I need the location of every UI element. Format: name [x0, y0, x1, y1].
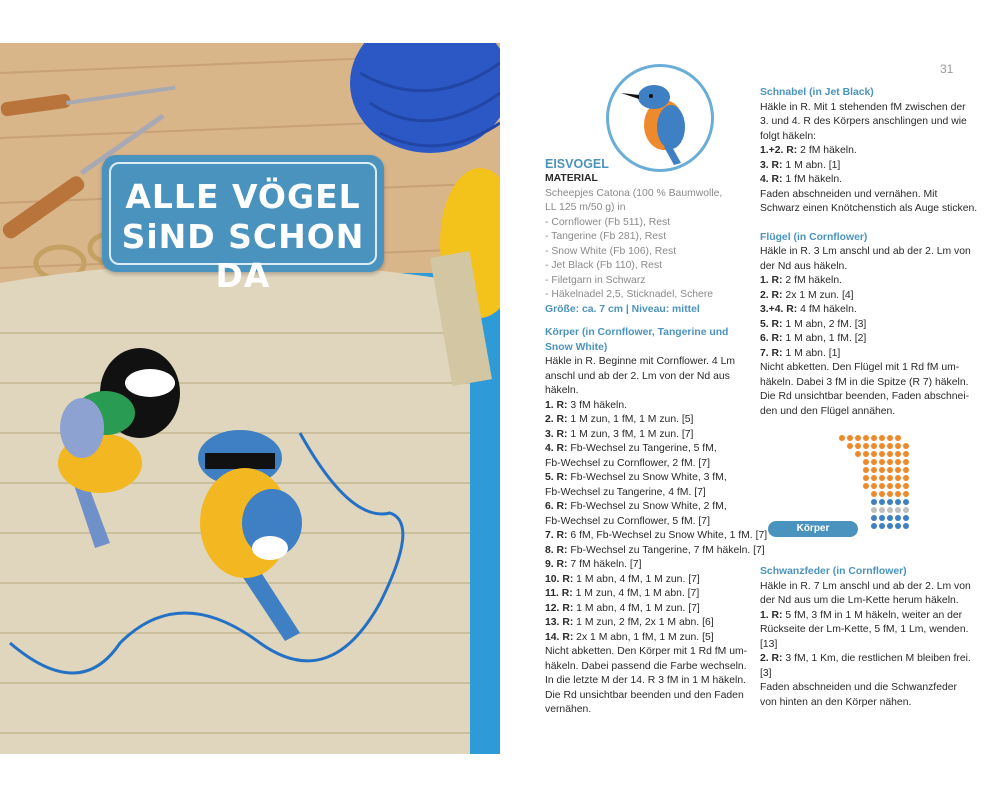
- instruction-line: 8. R: Fb-Wechsel zu Tangerine, 7 fM häkeln. [7]: [545, 544, 765, 556]
- fluegel-instructions: [760, 245, 970, 419]
- stitch-dot: [871, 515, 877, 521]
- stitch-dot: [863, 451, 869, 457]
- instruction-line: 4. R: 1 fM häkeln.: [760, 174, 843, 185]
- row-number: 1.+2. R:: [760, 145, 798, 156]
- row-number: 7. R:: [545, 530, 568, 541]
- schnabel-title-color: (in Jet Black): [809, 87, 874, 98]
- photo-illustration: [0, 43, 500, 754]
- row-number: 2. R:: [760, 289, 783, 301]
- instruction-line: Die Rd unsichtbar beenden und den Faden: [545, 689, 744, 701]
- instruction-line: In die letzte M der 14. R 3 fM in 1 M häkeln.: [545, 675, 746, 686]
- material-item: - Cornflower (Fb 511), Rest: [545, 216, 671, 228]
- instruction-line: vernähen.: [545, 704, 592, 715]
- instruction-line: Nicht abketten. Den Körper mit 1 Rd fM um-: [545, 646, 748, 657]
- page-number: 31: [940, 62, 954, 76]
- koerper-title-color-2: Snow White): [545, 341, 608, 353]
- schwanz-title-color: (in Cornflower): [832, 566, 907, 577]
- instruction-line: 4. R: Fb-Wechsel zu Tangerine, 5 fM,: [545, 443, 717, 454]
- row-number: 6. R:: [545, 501, 568, 512]
- stitch-dot: [887, 435, 893, 441]
- row-number: 2. R:: [545, 414, 568, 425]
- stitch-dot: [879, 483, 885, 489]
- stitch-dot: [871, 523, 877, 529]
- stitch-dot: [879, 435, 885, 441]
- size-level: Größe: ca. 7 cm | Niveau: mittel: [545, 303, 700, 315]
- column-right: [760, 86, 978, 710]
- stitch-dot: [871, 483, 877, 489]
- instruction-line: folgt häkeln:: [760, 130, 817, 142]
- instruction-line: häkeln. Dabei passend die Farbe wechseln.: [545, 660, 747, 672]
- row-number: 3. R:: [760, 159, 783, 171]
- instruction-line: Die Rd unsichtbar beenden, Faden abschnei-: [760, 391, 970, 402]
- section-koerper: [545, 326, 768, 718]
- stitch-dot: [879, 507, 885, 513]
- stitch-dot: [895, 523, 901, 529]
- instruction-line: häkeln.: [545, 385, 579, 396]
- row-number: 2. R:: [760, 653, 783, 664]
- koerper-title: [545, 326, 750, 341]
- instruction-line: 2. R: 2x 1 M zun. [4]: [760, 289, 854, 301]
- instruction-line: 1.+2. R: 2 fM häkeln.: [760, 145, 857, 156]
- material-list: [545, 216, 750, 303]
- stitch-dot: [863, 435, 869, 441]
- stitch-dot: [903, 443, 909, 449]
- fluegel-title-name: Flügel: [760, 231, 791, 243]
- stitch-dot: [895, 435, 901, 441]
- stitch-dot: [903, 523, 909, 529]
- section-schwanz: [760, 565, 970, 710]
- stitch-dot: [887, 443, 893, 449]
- koerper-title-name: Körper: [545, 327, 580, 338]
- row-number: 12. R:: [545, 602, 574, 614]
- instruction-line: 9. R: 7 fM häkeln. [7]: [545, 559, 642, 570]
- instruction-line: 7. R: 1 M abn. [1]: [760, 347, 841, 359]
- material-intro-2: LL 125 m/50 g) in: [545, 202, 626, 213]
- stitch-dot: [887, 491, 893, 497]
- stitch-dot: [871, 459, 877, 465]
- stitch-dot: [879, 467, 885, 473]
- material-intro-1: Scheepjes Catona (100 % Baumwolle,: [545, 187, 723, 199]
- section-schnabel: [760, 86, 978, 217]
- stitch-dot: [887, 451, 893, 457]
- stitch-dot: [903, 475, 909, 481]
- instruction-line: Faden abschneiden und die Schwanzfeder: [760, 682, 957, 693]
- diagram-label: Körper: [768, 521, 858, 537]
- stitch-dot: [871, 507, 877, 513]
- instruction-line: Rückseite der Lm-Kette, 5 fM, 1 Lm, wenden.: [760, 624, 969, 635]
- instruction-line: 6. R: Fb-Wechsel zu Snow White, 2 fM,: [545, 501, 727, 512]
- material-item: - Jet Black (Fb 110), Rest: [545, 260, 663, 271]
- stitch-dot: [871, 491, 877, 497]
- instruction-line: Fb-Wechsel zu Cornflower, 2 fM. [7]: [545, 457, 710, 469]
- stitch-dot: [895, 475, 901, 481]
- row-number: 9. R:: [545, 559, 568, 570]
- row-number: 8. R:: [545, 544, 568, 556]
- row-number: 6. R:: [760, 333, 783, 344]
- row-number: 3. R:: [545, 428, 568, 440]
- material-item: - Tangerine (Fb 281), Rest: [545, 231, 667, 242]
- title-line-2: SiND SCHON DA: [121, 217, 365, 295]
- stitch-dot: [895, 467, 901, 473]
- stitch-dot: [879, 523, 885, 529]
- instruction-line: Schwarz einen Knötchenstich als Auge sticken.: [760, 203, 978, 214]
- material-label: MATERIAL: [545, 173, 598, 184]
- stitch-dot: [903, 467, 909, 473]
- instruction-line: 3. R: 1 M zun, 3 fM, 1 M zun. [7]: [545, 428, 694, 440]
- instruction-line: 5. R: 1 M abn, 2 fM. [3]: [760, 318, 867, 330]
- stitch-dot: [855, 443, 861, 449]
- stitch-dot: [895, 443, 901, 449]
- instruction-line: 13. R: 1 M zun, 2 fM, 2x 1 M abn. [6]: [545, 617, 714, 628]
- stitch-dot: [879, 459, 885, 465]
- instruction-line: 11. R: 1 M zun, 4 fM, 1 M abn. [7]: [545, 588, 700, 599]
- stitch-dot: [863, 483, 869, 489]
- instruction-line: Fb-Wechsel zu Tangerine, 4 fM. [7]: [545, 486, 706, 498]
- stitch-dot: [895, 451, 901, 457]
- instruction-line: Häkle in R. Beginne mit Cornflower. 4 Lm: [545, 356, 735, 367]
- stitch-dot: [903, 483, 909, 489]
- stitch-dot: [879, 475, 885, 481]
- row-number: 1. R:: [760, 275, 783, 286]
- instruction-line: [3]: [760, 667, 772, 679]
- kingfisher-icon: [609, 67, 711, 169]
- koerper-title-color: (in Cornflower, Tangerine und: [581, 327, 729, 338]
- koerper-instructions: [545, 355, 768, 718]
- stitch-dot: [887, 475, 893, 481]
- instruction-line: 7. R: 6 fM, Fb-Wechsel zu Snow White, 1 fM. [7]: [545, 530, 768, 541]
- instruction-line: Häkle in R. 3 Lm anschl und ab der 2. Lm von: [760, 246, 971, 257]
- stitch-dot: [887, 499, 893, 505]
- craft-photo: [0, 43, 500, 754]
- title-line-1: ALLE VÖGEL: [125, 177, 361, 216]
- stitch-dot: [887, 459, 893, 465]
- fluegel-title: [760, 231, 970, 246]
- row-number: 5. R:: [760, 318, 783, 330]
- instruction-line: häkeln. Dabei 3 fM in die Spitze (R 7) häkeln.: [760, 376, 969, 388]
- instruction-line: 12. R: 1 M abn, 4 fM, 1 M zun. [7]: [545, 602, 700, 614]
- schwanz-instructions: [760, 580, 970, 711]
- instruction-line: 6. R: 1 M abn, 1 fM. [2]: [760, 333, 867, 344]
- stitch-dot: [855, 435, 861, 441]
- instruction-line: 14. R: 2x 1 M abn, 1 fM, 1 M zun. [5]: [545, 631, 714, 643]
- stitch-dot: [879, 499, 885, 505]
- row-number: 13. R:: [545, 617, 574, 628]
- schnabel-instructions: [760, 101, 978, 217]
- material-item: - Snow White (Fb 106), Rest: [545, 245, 677, 257]
- schwanz-title: [760, 565, 970, 580]
- stitch-dot: [855, 451, 861, 457]
- instruction-line: 2. R: 3 fM, 1 Km, die restlichen M bleiben frei.: [760, 653, 971, 664]
- stitch-dot: [871, 451, 877, 457]
- instruction-line: 3. und 4. R des Körpers anschlingen und wie: [760, 116, 967, 127]
- stitch-dot: [879, 515, 885, 521]
- section-fluegel: [760, 231, 970, 420]
- stitch-dot: [903, 515, 909, 521]
- stitch-dot: [903, 499, 909, 505]
- row-number: 10. R:: [545, 573, 574, 585]
- stitch-dot: [871, 443, 877, 449]
- instruction-line: Häkle in R. Mit 1 stehenden fM zwischen der: [760, 101, 966, 113]
- stitch-dot: [863, 467, 869, 473]
- stitch-dot: [895, 491, 901, 497]
- stitch-dot: [847, 435, 853, 441]
- instruction-line: 5. R: Fb-Wechsel zu Snow White, 3 fM,: [545, 472, 727, 483]
- stitch-dot: [895, 507, 901, 513]
- stitch-dot: [847, 443, 853, 449]
- stitch-dot: [887, 467, 893, 473]
- instruction-line: [13]: [760, 638, 778, 650]
- stitch-dot: [895, 515, 901, 521]
- stitch-dot: [863, 459, 869, 465]
- title-banner: [102, 155, 384, 295]
- row-number: 14. R:: [545, 631, 574, 643]
- instruction-line: den und den Flügel annähen.: [760, 405, 896, 417]
- stitch-dot: [871, 435, 877, 441]
- row-number: 5. R:: [545, 472, 568, 483]
- instruction-line: von hinten an den Körper nähen.: [760, 696, 912, 708]
- eisvogel-heading: EISVOGEL: [545, 157, 609, 171]
- stitch-dot: [887, 523, 893, 529]
- row-number: 11. R:: [545, 588, 573, 599]
- instruction-line: anschl und ab der 2. Lm von der Nd aus: [545, 370, 730, 382]
- schwanz-title-name: Schwanzfeder: [760, 566, 830, 577]
- instruction-line: der Nd aus häkeln.: [760, 260, 848, 272]
- row-number: 7. R:: [760, 347, 783, 359]
- schnabel-title-name: Schnabel: [760, 87, 807, 98]
- stitch-dot: [871, 499, 877, 505]
- stitch-dot: [863, 475, 869, 481]
- stitch-dot: [879, 451, 885, 457]
- stitch-dot: [879, 443, 885, 449]
- instruction-line: 1. R: 3 fM häkeln.: [545, 399, 628, 411]
- stitch-dot: [895, 483, 901, 489]
- instruction-line: Häkle in R. 7 Lm anschl und ab der 2. Lm von: [760, 580, 971, 592]
- instruction-line: der Nd aus um die Lm-Kette herum häkeln.: [760, 595, 959, 606]
- row-number: 4. R:: [545, 443, 568, 454]
- stitch-dot: [895, 499, 901, 505]
- column-left: [545, 156, 768, 718]
- instruction-line: Fb-Wechsel zu Cornflower, 5 fM. [7]: [545, 515, 710, 527]
- instruction-line: 1. R: 5 fM, 3 fM in 1 M häkeln, weiter an der: [760, 609, 963, 621]
- stitch-dot: [903, 491, 909, 497]
- material-item: - Häkelnadel 2,5, Sticknadel, Schere: [545, 289, 714, 300]
- instruction-line: 1. R: 2 fM häkeln.: [760, 275, 843, 286]
- instruction-line: Nicht abketten. Den Flügel mit 1 Rd fM um-: [760, 362, 960, 373]
- stitch-dot: [895, 459, 901, 465]
- stitch-dot: [903, 507, 909, 513]
- instruction-line: 3. R: 1 M abn. [1]: [760, 159, 841, 171]
- stitch-dot: [903, 451, 909, 457]
- stitch-dot: [839, 435, 845, 441]
- stitch-dot: [887, 483, 893, 489]
- material-item: - Filetgarn in Schwarz: [545, 274, 646, 286]
- stitch-dot: [863, 443, 869, 449]
- row-number: 4. R:: [760, 174, 783, 185]
- stitch-dot: [887, 515, 893, 521]
- schnabel-title: [760, 86, 970, 101]
- stitch-dot: [871, 467, 877, 473]
- instruction-line: 2. R: 1 M zun, 1 fM, 1 M zun. [5]: [545, 414, 694, 425]
- instruction-line: 3.+4. R: 4 fM häkeln.: [760, 304, 857, 315]
- stitch-dot: [871, 475, 877, 481]
- stitch-dot: [903, 459, 909, 465]
- row-number: 3.+4. R:: [760, 304, 798, 315]
- stitch-dot: [879, 491, 885, 497]
- stitch-dot: [887, 507, 893, 513]
- row-number: 1. R:: [545, 399, 568, 411]
- instruction-line: 10. R: 1 M abn, 4 fM, 1 M zun. [7]: [545, 573, 700, 585]
- row-number: 1. R:: [760, 609, 783, 621]
- fluegel-title-color: (in Cornflower): [793, 231, 868, 243]
- instruction-line: Faden abschneiden und vernähen. Mit: [760, 188, 938, 200]
